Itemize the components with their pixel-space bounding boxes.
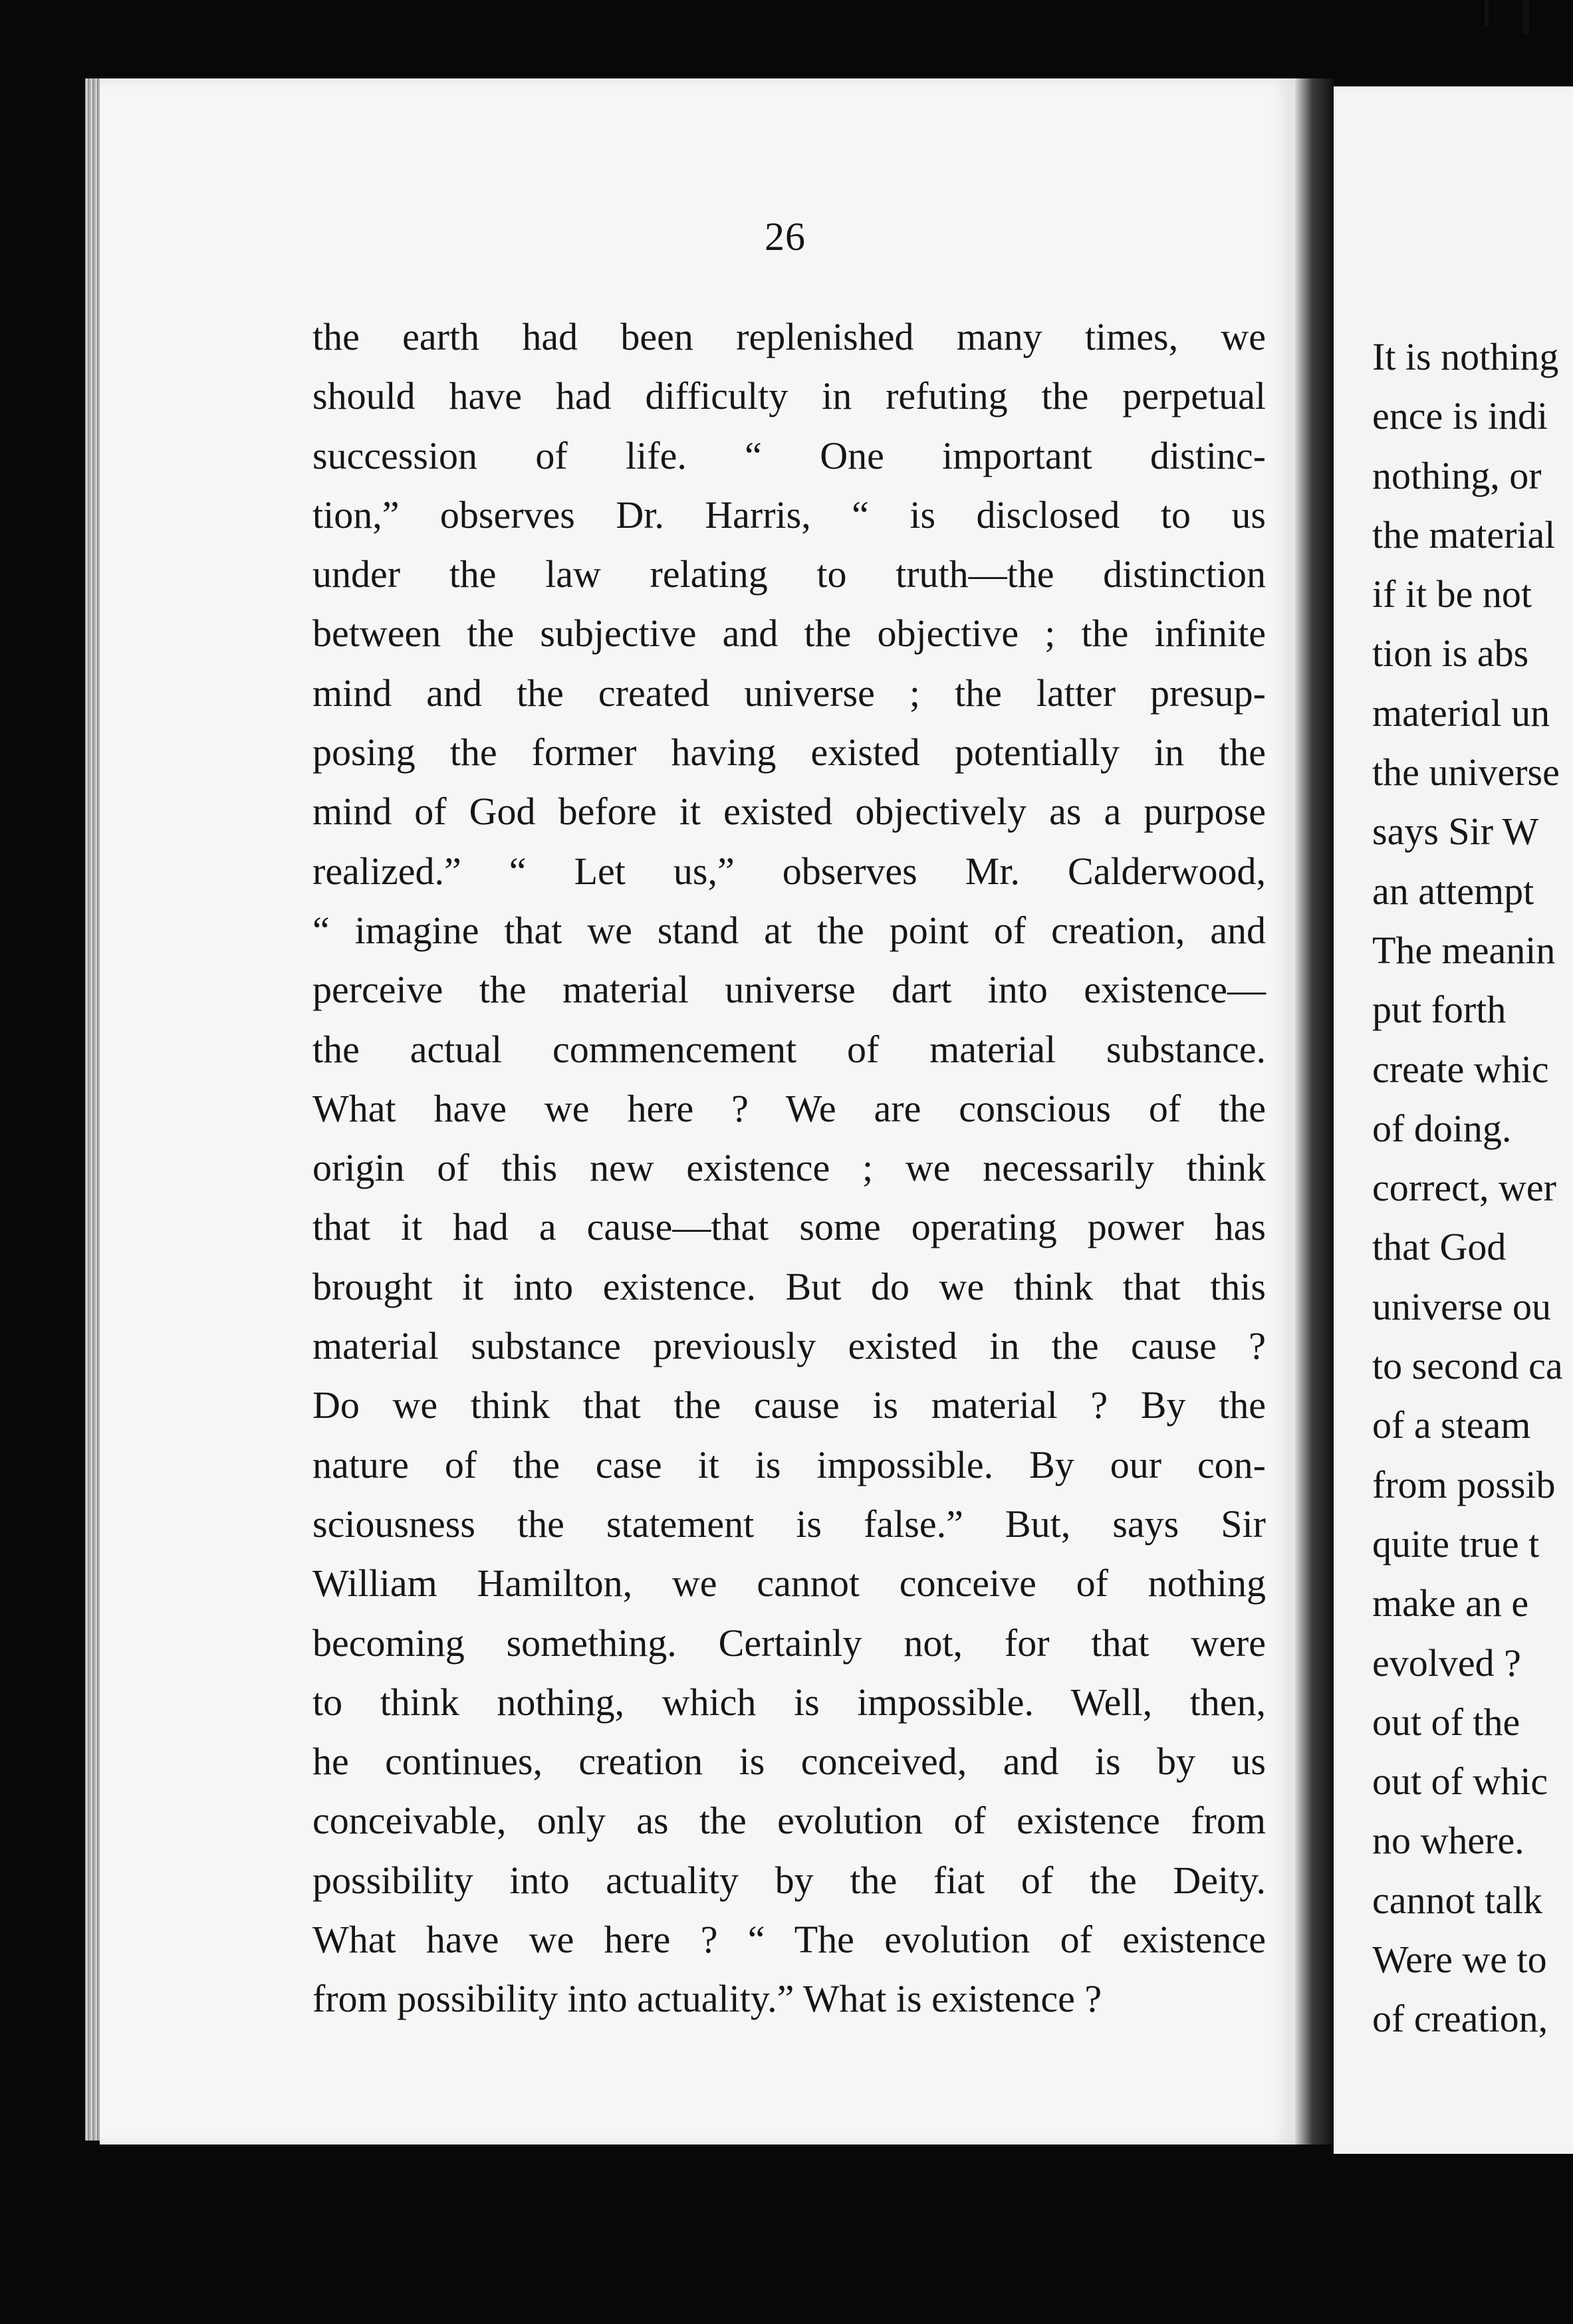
text-line: nature of the case it is impossible. By our con- bbox=[312, 1443, 1266, 1486]
text-line: out of the bbox=[1372, 1700, 1520, 1744]
text-line: nothing, or bbox=[1372, 453, 1542, 497]
text-line: conceivable, only as the evolution of existence from bbox=[312, 1799, 1266, 1843]
text-line: quite true t bbox=[1372, 1522, 1540, 1566]
text-line: an attempt bbox=[1372, 869, 1534, 913]
scan-mark bbox=[1522, 0, 1529, 35]
text-line: succession of life. “ One important distinc- bbox=[312, 433, 1266, 477]
text-line: says Sir W bbox=[1372, 810, 1539, 854]
text-line: mind and the created universe ; the latter presup- bbox=[312, 671, 1266, 715]
text-line: The meanin bbox=[1372, 928, 1556, 972]
left-page-text bbox=[312, 307, 1266, 2029]
book-gutter bbox=[1295, 78, 1334, 2145]
text-line: the material bbox=[1372, 513, 1556, 556]
text-line: that it had a cause—that some operating power has bbox=[312, 1205, 1266, 1249]
text-line: tion,” observes Dr. Harris, “ is disclosed to us bbox=[312, 493, 1266, 536]
text-line: if it be not bbox=[1372, 572, 1532, 616]
text-line: Were we to bbox=[1372, 1938, 1547, 1982]
text-line: cannot talk bbox=[1372, 1878, 1543, 1922]
text-line: make an e bbox=[1372, 1581, 1529, 1625]
right-page-text bbox=[1372, 327, 1573, 2049]
text-line: evolved ? bbox=[1372, 1641, 1521, 1685]
text-line: What have we here ? “ The evolution of existence bbox=[312, 1918, 1266, 1962]
text-line: no where. bbox=[1372, 1819, 1524, 1863]
text-line: put forth bbox=[1372, 988, 1507, 1032]
text-line: Do we think that the cause is material ? By the bbox=[312, 1383, 1266, 1427]
text-line: under the law relating to truth—the distinction bbox=[312, 552, 1266, 596]
text-line: tion is abs bbox=[1372, 632, 1529, 675]
text-line: sciousness the statement is false.” But, says Sir bbox=[312, 1502, 1266, 1546]
text-line: What have we here ? We are conscious of the bbox=[312, 1086, 1266, 1130]
scan-mark bbox=[1485, 0, 1489, 27]
text-line: the earth had been replenished many times, we bbox=[312, 315, 1266, 358]
page-number: 26 bbox=[765, 215, 806, 259]
text-line: mind of God before it existed objectively as a purpose bbox=[312, 790, 1266, 834]
text-line: from possibility into actuality.” What is existence ? bbox=[312, 1977, 1102, 2021]
text-line: of doing. bbox=[1372, 1106, 1512, 1150]
text-line: perceive the material universe dart into existence— bbox=[312, 968, 1266, 1012]
text-line: “ imagine that we stand at the point of creation, and bbox=[312, 908, 1266, 952]
text-line: of creation, bbox=[1372, 1997, 1548, 2041]
text-line: between the subjective and the objective ; the infinite bbox=[312, 612, 1266, 655]
text-line: to think nothing, which is impossible. Well, then, bbox=[312, 1680, 1266, 1724]
text-line: material substance previously existed in the cause ? bbox=[312, 1324, 1266, 1368]
text-line: ence is indi bbox=[1372, 394, 1548, 438]
text-line: of a steam bbox=[1372, 1403, 1531, 1447]
text-line: from possib bbox=[1372, 1462, 1556, 1506]
text-line: the actual commencement of material substance. bbox=[312, 1027, 1266, 1071]
text-line: should have had difficulty in refuting the perpetual bbox=[312, 374, 1266, 418]
text-line: universe ou bbox=[1372, 1284, 1551, 1328]
text-line: origin of this new existence ; we necessarily think bbox=[312, 1146, 1266, 1190]
text-line: brought it into existence. But do we think that this bbox=[312, 1264, 1266, 1308]
text-line: possibility into actuality by the fiat of the Deity. bbox=[312, 1858, 1266, 1902]
text-line: posing the former having existed potentially in the bbox=[312, 731, 1266, 774]
text-line: It is nothing bbox=[1372, 335, 1559, 378]
text-line: becoming something. Certainly not, for that were bbox=[312, 1621, 1266, 1665]
text-line: William Hamilton, we cannot conceive of nothing bbox=[312, 1562, 1266, 1605]
text-line: to second ca bbox=[1372, 1344, 1563, 1388]
text-line: realized.” “ Let us,” observes Mr. Calderwood, bbox=[312, 849, 1266, 893]
text-line: that God bbox=[1372, 1225, 1507, 1269]
text-line: out of whic bbox=[1372, 1760, 1548, 1803]
text-line: materiɑl un bbox=[1372, 691, 1550, 735]
text-line: he continues, creation is conceived, and is by us bbox=[312, 1740, 1266, 1784]
text-line: create whic bbox=[1372, 1047, 1549, 1091]
text-line: the universe bbox=[1372, 751, 1560, 794]
text-line: correct, wer bbox=[1372, 1166, 1556, 1210]
